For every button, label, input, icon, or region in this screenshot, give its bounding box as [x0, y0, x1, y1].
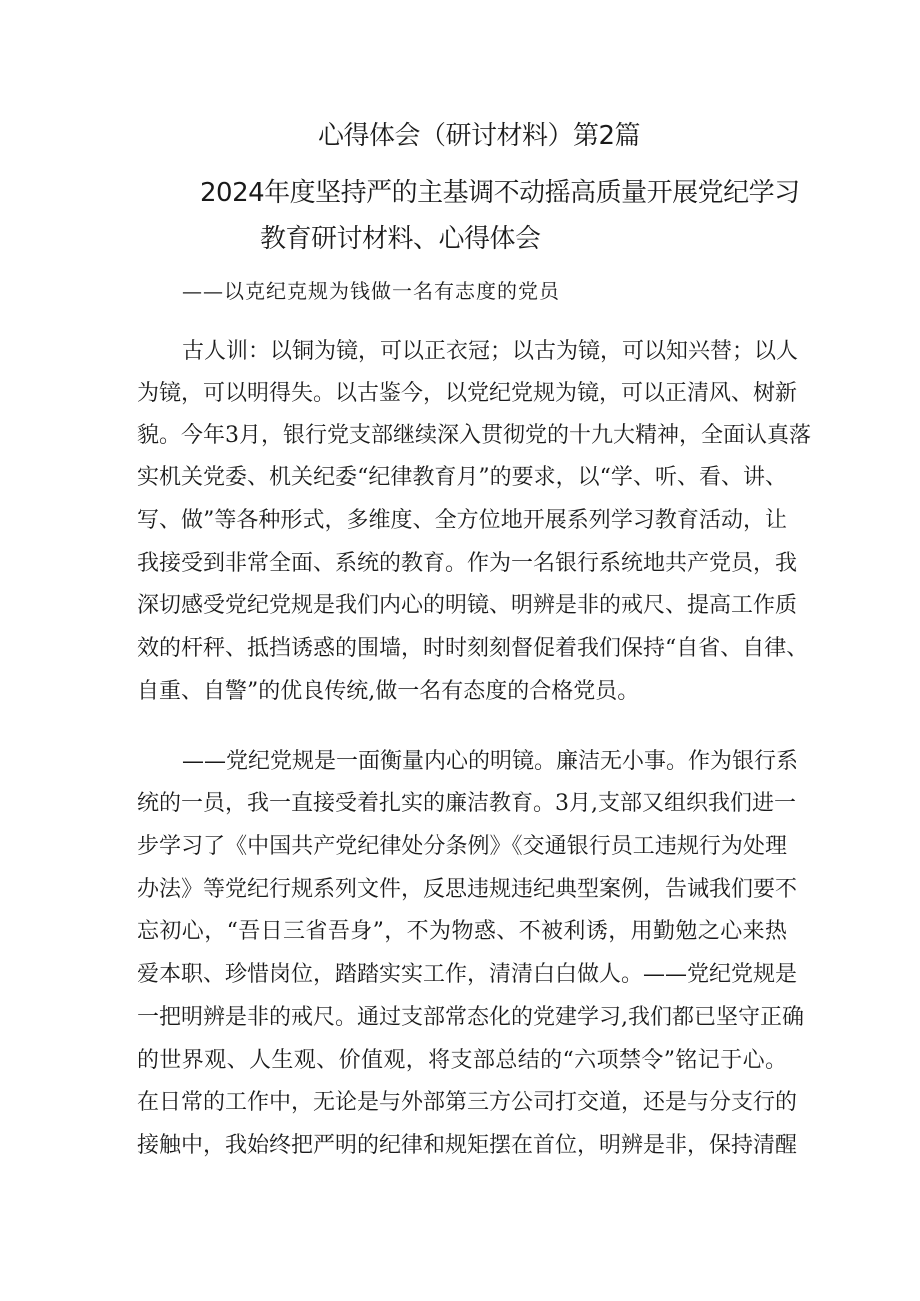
paragraph-line: 写、做”等各种形式，多维度、全方位地开展系列学习教育活动，让 — [137, 508, 787, 533]
paragraph-line: 在日常的工作中，无论是与外部第三方公司打交道，还是与分支行的 — [137, 1090, 798, 1115]
paragraph-line: 办法》等党纪行规系列文件，反思违规违纪典型案例，告诫我们要不 — [137, 877, 798, 902]
document-subtitle: ——以克纪克规为钱做一名有志度的党员 — [182, 279, 560, 303]
paragraph-line: 自重、自警”的优良传统,做一名有态度的合格党员。 — [137, 679, 640, 704]
paragraph-line: 爱本职、珍惜岗位，踏踏实实工作，清清白白做人。——党纪党规是 — [137, 962, 798, 987]
paragraph-line: 忘初心，“吾日三省吾身”，不为物惑、不被利诱，用勤勉之心来热 — [137, 919, 787, 944]
document-title: 2024年度坚持严的主基调不动摇高质量开展党纪学习 — [200, 178, 800, 208]
paragraph-line: 貌。今年3月，银行党支部继续深入贯彻党的十九大精神，全面认真落 — [137, 423, 811, 448]
paragraph-line: 接触中，我始终把严明的纪律和规矩摆在首位，明辨是非，保持清醒 — [137, 1133, 798, 1158]
document-title-continued: 教育研讨材料、心得体会 — [260, 224, 541, 254]
paragraph-line: 步学习了《中国共产党纪律处分条例》《交通银行员工违规行为处理 — [137, 834, 787, 859]
paragraph-line: 统的一员，我一直接受着扎实的廉洁教育。3月,支部又组织我们进一 — [137, 791, 796, 816]
paragraph-line: 实机关党委、机关纪委“纪律教育月”的要求，以“学、听、看、讲、 — [137, 465, 787, 490]
paragraph-line: 一把明辨是非的戒尺。通过支部常态化的党建学习,我们都已坚守正确 — [137, 1005, 804, 1030]
paragraph-line: ——党纪党规是一面衡量内心的明镜。廉洁无小事。作为银行系 — [182, 749, 799, 774]
paragraph-line: 的世界观、人生观、价值观，将支部总结的“六项禁令”铭记于心。 — [137, 1048, 787, 1073]
paragraph-line: 为镜，可以明得失。以古鉴今，以党纪党规为镜，可以正清风、树新 — [137, 381, 798, 406]
paragraph-line: 深切感受党纪党规是我们内心的明镜、明辨是非的戒尺、提高工作质 — [137, 593, 798, 618]
paragraph-line: 古人训：以铜为镜，可以正衣冠；以古为镜，可以知兴替；以人 — [182, 339, 799, 364]
paragraph-line: 效的杆秤、抵挡诱惑的围墙，时时刻刻督促着我们保持“自省、自律、 — [137, 636, 809, 661]
paragraph-line: 我接受到非常全面、系统的教育。作为一名银行系统地共产党员，我 — [137, 551, 798, 576]
document-heading-part: 心得体会（研讨材料）第2篇 — [318, 121, 641, 151]
